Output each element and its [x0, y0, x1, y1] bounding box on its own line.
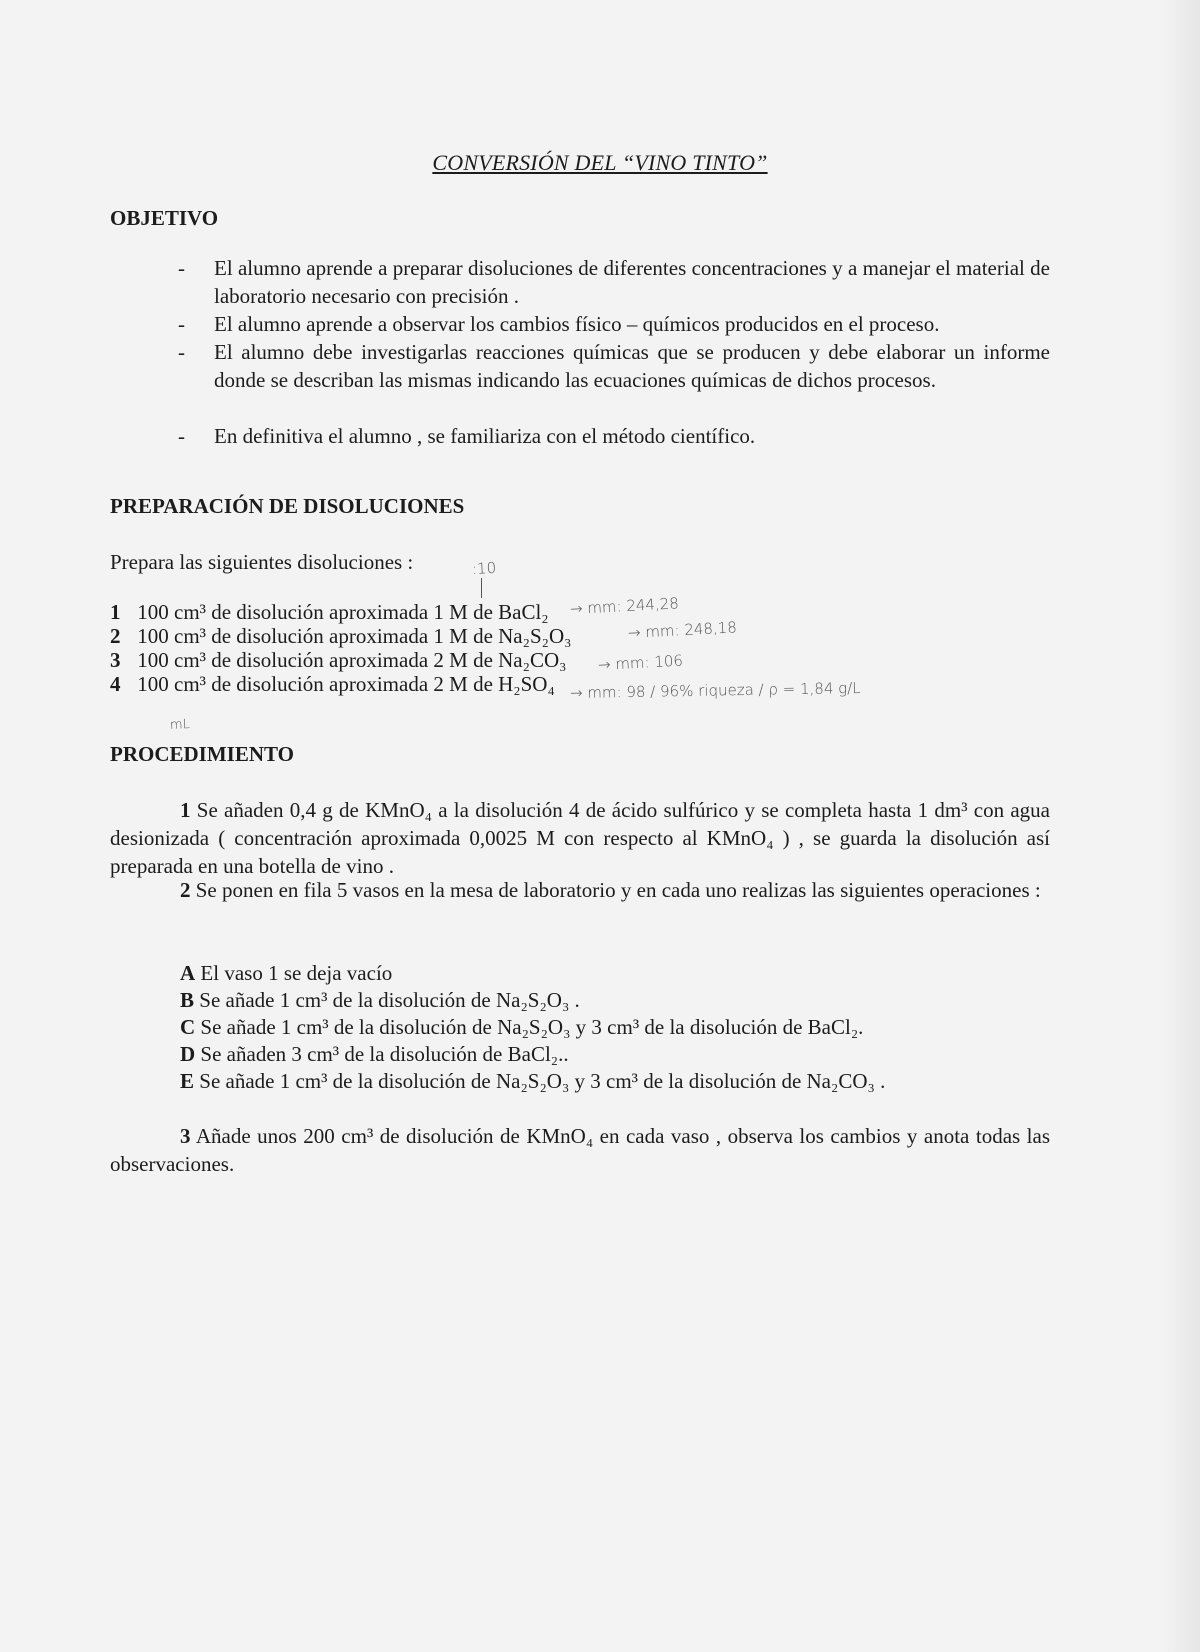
objective-item: - El alumno aprende a preparar disoluciones de diferentes concentraciones y a manejar el material de laboratorio necesario con precisión . — [178, 256, 1050, 308]
heading-objetivo: OBJETIVO — [110, 206, 219, 230]
objective-item: - El alumno aprende a observar los cambios físico – químicos producidos en el proceso. — [178, 312, 940, 336]
operation-item: D Se añaden 3 cm³ de la disolución de BaCl₂.. — [180, 1042, 569, 1066]
operation-item: B Se añade 1 cm³ de la disolución de Na₂S₂O₃ . — [180, 988, 580, 1012]
objective-item: - En definitiva el alumno , se familiariza con el método científico. — [178, 424, 756, 448]
heading-preparacion: PREPARACIÓN DE DISOLUCIONES — [110, 494, 465, 518]
procedure-step-2: 2 Se ponen en fila 5 vasos en la mesa de laboratorio y en cada uno realizas las siguientes operaciones : — [180, 878, 1041, 902]
solution-item: 1 100 cm³ de disolución aproximada 1 M de BaCl₂ — [110, 600, 549, 624]
operation-item: E Se añade 1 cm³ de la disolución de Na₂S₂O₃ y 3 cm³ de la disolución de Na₂CO₃ . — [180, 1069, 886, 1093]
scan-edge — [1162, 0, 1200, 1652]
heading-procedimiento: PROCEDIMIENTO — [110, 742, 294, 766]
handwritten-note: → mm: 98 / 96% riqueza / ρ = 1,84 g/L — [569, 678, 861, 702]
solution-item: 3 100 cm³ de disolución aproximada 2 M de Na₂CO₃ — [110, 648, 567, 672]
operation-item: C Se añade 1 cm³ de la disolución de Na₂S₂O₃ y 3 cm³ de la disolución de BaCl₂. — [180, 1015, 864, 1039]
solution-item: 4 100 cm³ de disolución aproximada 2 M de H₂SO₄ — [110, 672, 555, 696]
handwritten-note: → mm: 244,28 — [569, 594, 680, 618]
page-title: CONVERSIÓN DEL “VINO TINTO” — [432, 150, 768, 175]
handwritten-note: → mm: 106 — [597, 651, 684, 674]
handwritten-note: → mm: 248,18 — [627, 618, 738, 642]
objective-item: - El alumno debe investigarlas reacciones químicas que se producen y debe elaborar un informe donde se describan las mismas indicando las ecuaciones químicas de dichos procesos. — [178, 340, 1050, 392]
preparation-intro: Prepara las siguientes disoluciones : — [110, 550, 414, 574]
handwritten-note: mL — [169, 716, 191, 733]
procedure-step-1: 1 Se añaden 0,4 g de KMnO₄ a la disolución 4 de ácido sulfúrico y se completa hasta 1 dm³ con agua desionizada ( concentración aproximada 0,0025 M con respecto al KMnO₄ ) , se guarda la disolución así preparada en una botella de vino . — [110, 798, 1050, 878]
procedure-step-3: 3 Añade unos 200 cm³ de disolución de KMnO₄ en cada vaso , observa los cambios y anota todas las observaciones. — [110, 1124, 1050, 1176]
handwritten-note: :10 — [471, 558, 497, 578]
arrow-icon — [481, 578, 482, 598]
solution-item: 2 100 cm³ de disolución aproximada 1 M de Na₂S₂O₃ — [110, 624, 572, 648]
operation-item: A El vaso 1 se deja vacío — [180, 961, 393, 985]
